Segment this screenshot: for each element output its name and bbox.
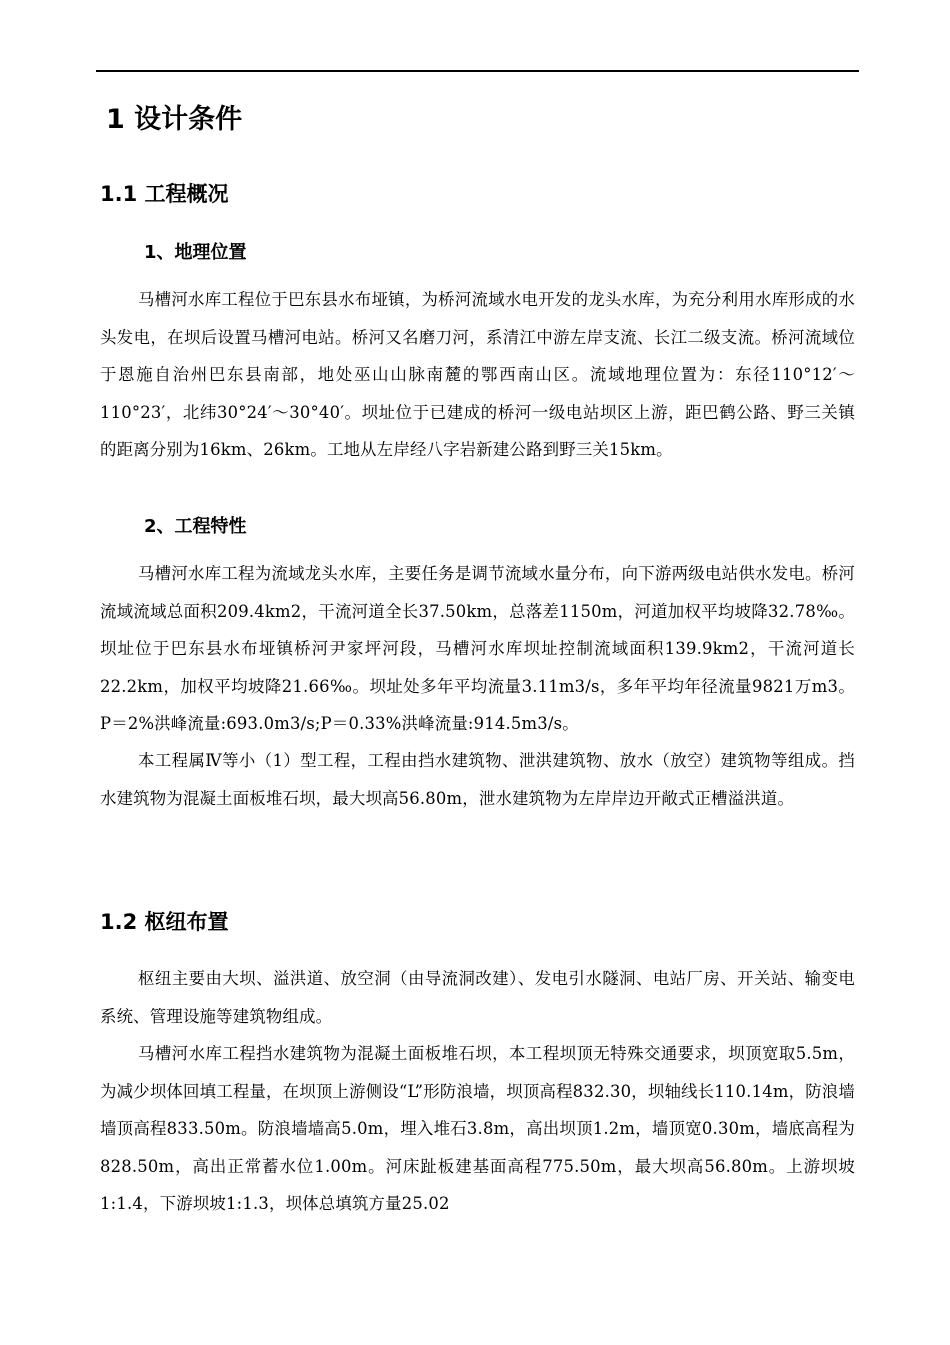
chapter-title: 1 设计条件: [106, 104, 243, 135]
subsection-title-features: 2、工程特性: [144, 516, 247, 537]
paragraph-features-1: 马槽河水库工程为流域龙头水库，主要任务是调节流域水量分布，向下游两级电站供水发电。桥河流域流域总面积209.4km2，干流河道全长37.50km，总落差1150m，河道加权平均坡降32.78‰。坝址位于巴东县水布垭镇桥河尹家坪河段，马槽河水库坝址控制流域面积139.9km2，干流河道长22.2km，加权平均坡降21.66‰。坝址处多年平均流量3.11m3/s，多年平均年径流量9821万m3。P＝2%洪峰流量:693.0m3/s;P＝0.33%洪峰流量:914.5m3/s。: [100, 564, 855, 733]
section-title-1-2: 1.2 枢纽布置: [100, 910, 229, 934]
paragraph-layout-1: 枢纽主要由大坝、溢洪道、放空洞（由导流洞改建）、发电引水隧洞、电站厂房、开关站、输变电系统、管理设施等建筑物组成。: [100, 969, 855, 1026]
header-rule: [96, 70, 859, 72]
paragraph-layout-2: 马槽河水库工程挡水建筑物为混凝土面板堆石坝，本工程坝顶无特殊交通要求，坝顶宽取5.5m，为减少坝体回填工程量，在坝顶上游侧设“L”形防浪墙，坝顶高程832.30，坝轴线长110.14m，防浪墙墙顶高程833.50m。防浪墙墙高5.0m，埋入堆石3.8m，高出坝顶1.2m，墙顶宽0.30m，墙底高程为828.50m，高出正常蓄水位1.00m。河床趾板建基面高程775.50m，最大坝高56.80m。上游坝坡1:1.4，下游坝坡1:1.3，坝体总填筑方量25.02: [100, 1044, 855, 1213]
section-title-1-1: 1.1 工程概况: [100, 182, 229, 206]
paragraph-features-2: 本工程属Ⅳ等小（1）型工程，工程由挡水建筑物、泄洪建筑物、放水（放空）建筑物等组成。挡水建筑物为混凝土面板堆石坝，最大坝高56.80m，泄水建筑物为左岸岸边开敞式正槽溢洪道。: [100, 751, 855, 808]
subsection-title-location: 1、地理位置: [144, 242, 247, 263]
paragraph-location: 马槽河水库工程位于巴东县水布垭镇，为桥河流域水电开发的龙头水库，为充分利用水库形成的水头发电，在坝后设置马槽河电站。桥河又名磨刀河，系清江中游左岸支流、长江二级支流。桥河流域位于恩施自治州巴东县南部，地处巫山山脉南麓的鄂西南山区。流域地理位置为：东径110°12′～110°23′，北纬30°24′～30°40′。坝址位于已建成的桥河一级电站坝区上游，距巴鹤公路、野三关镇的距离分别为16km、26km。工地从左岸经八字岩新建公路到野三关15km。: [100, 290, 855, 459]
